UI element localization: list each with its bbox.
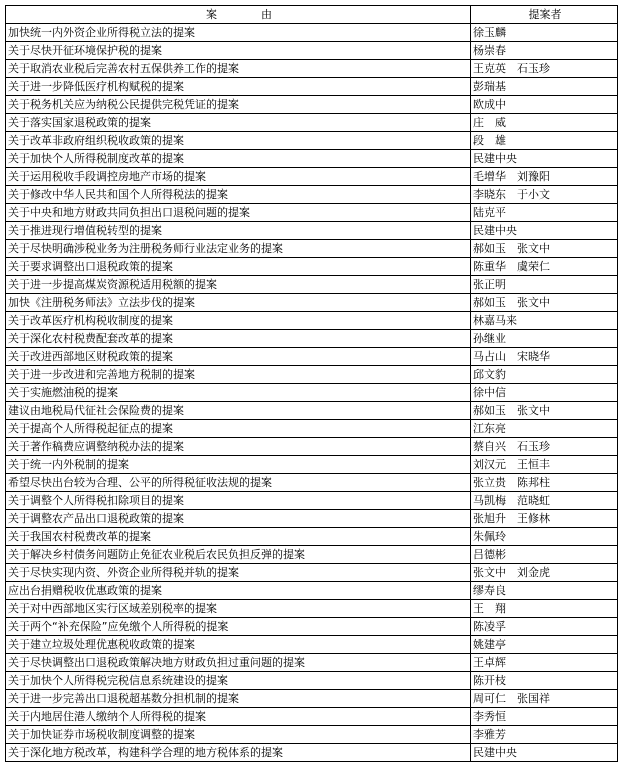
table-row bbox=[6, 456, 618, 474]
table-row bbox=[6, 600, 618, 618]
proposer-cell: 陈凌孚 bbox=[471, 618, 618, 636]
proposer-cell: 缪寿良 bbox=[471, 582, 618, 600]
proposal-title-cell: 关于落实国家退税政策的提案 bbox=[6, 114, 471, 132]
header-row bbox=[6, 6, 618, 24]
proposal-title-cell: 加快《注册税务师法》立法步伐的提案 bbox=[6, 294, 471, 312]
proposer-cell: 王克英 石玉珍 bbox=[471, 60, 618, 78]
proposal-title-cell: 关于我国农村税费改革的提案 bbox=[6, 528, 471, 546]
table-row bbox=[6, 96, 618, 114]
proposer-cell: 孙继业 bbox=[471, 330, 618, 348]
proposal-title-cell: 关于取消农业税后完善农村五保供养工作的提案 bbox=[6, 60, 471, 78]
proposer-cell: 陈重华 虞荣仁 bbox=[471, 258, 618, 276]
proposal-title-cell: 应出台捐赠税收优惠政策的提案 bbox=[6, 582, 471, 600]
proposal-title-cell: 关于尽快调整出口退税政策解决地方财政负担过重问题的提案 bbox=[6, 654, 471, 672]
proposer-cell: 邱文豹 bbox=[471, 366, 618, 384]
proposer-cell: 马占山 宋晓华 bbox=[471, 348, 618, 366]
proposal-title-cell: 关于中央和地方财政共同负担出口退税问题的提案 bbox=[6, 204, 471, 222]
proposer-cell: 段 雄 bbox=[471, 132, 618, 150]
proposer-cell: 王 翔 bbox=[471, 600, 618, 618]
table-row bbox=[6, 42, 618, 60]
proposal-title-cell: 关于进一步完善出口退税超基数分担机制的提案 bbox=[6, 690, 471, 708]
proposal-title-cell: 关于实施燃油税的提案 bbox=[6, 384, 471, 402]
proposer-cell: 庄 威 bbox=[471, 114, 618, 132]
table-row bbox=[6, 672, 618, 690]
proposal-title-cell: 建议由地税局代征社会保险费的提案 bbox=[6, 402, 471, 420]
proposal-title-cell: 关于推进现行增值税转型的提案 bbox=[6, 222, 471, 240]
header-proposer: 提案者 bbox=[471, 6, 618, 24]
proposal-title-cell: 关于著作稿费应调整纳税办法的提案 bbox=[6, 438, 471, 456]
table-row bbox=[6, 420, 618, 438]
table-row bbox=[6, 132, 618, 150]
table-row bbox=[6, 168, 618, 186]
proposal-title-cell: 关于提高个人所得税起征点的提案 bbox=[6, 420, 471, 438]
table-row bbox=[6, 654, 618, 672]
table-row bbox=[6, 546, 618, 564]
table-row bbox=[6, 690, 618, 708]
table-row bbox=[6, 186, 618, 204]
proposal-title-cell: 希望尽快出台较为合理、公平的所得税征收法规的提案 bbox=[6, 474, 471, 492]
proposer-cell: 周可仁 张国祥 bbox=[471, 690, 618, 708]
table-row bbox=[6, 528, 618, 546]
proposal-title-cell: 关于加快个人所得税完税信息系统建设的提案 bbox=[6, 672, 471, 690]
proposal-title-cell: 关于改革非政府组织税收政策的提案 bbox=[6, 132, 471, 150]
proposer-cell: 朱佩玲 bbox=[471, 528, 618, 546]
proposal-title-cell: 关于税务机关应为纳税公民提供完税凭证的提案 bbox=[6, 96, 471, 114]
proposer-cell: 徐玉麟 bbox=[471, 24, 618, 42]
proposal-title-cell: 关于建立垃圾处理优惠税收政策的提案 bbox=[6, 636, 471, 654]
proposer-cell: 杨崇春 bbox=[471, 42, 618, 60]
table-row bbox=[6, 222, 618, 240]
proposer-cell: 姚建亭 bbox=[471, 636, 618, 654]
proposal-title-cell: 关于统一内外税制的提案 bbox=[6, 456, 471, 474]
table-header bbox=[6, 6, 618, 24]
proposer-cell: 刘汉元 王恒丰 bbox=[471, 456, 618, 474]
table-row bbox=[6, 618, 618, 636]
table-row bbox=[6, 384, 618, 402]
proposer-cell: 李晓东 于小文 bbox=[471, 186, 618, 204]
proposer-cell: 张正明 bbox=[471, 276, 618, 294]
table-row bbox=[6, 276, 618, 294]
proposer-cell: 陈开枝 bbox=[471, 672, 618, 690]
proposal-title-cell: 关于加快个人所得税制度改革的提案 bbox=[6, 150, 471, 168]
proposal-title-cell: 关于修改中华人民共和国个人所得税法的提案 bbox=[6, 186, 471, 204]
table-body bbox=[6, 24, 618, 762]
proposer-cell: 李雅芳 bbox=[471, 726, 618, 744]
proposal-title-cell: 关于加快证券市场税收制度调整的提案 bbox=[6, 726, 471, 744]
proposal-title-cell: 关于进一步改进和完善地方税制的提案 bbox=[6, 366, 471, 384]
table-row bbox=[6, 78, 618, 96]
proposal-title-cell: 关于尽快明确涉税业务为注册税务师行业法定业务的提案 bbox=[6, 240, 471, 258]
table-row bbox=[6, 492, 618, 510]
proposal-title-cell: 关于尽快实现内资、外资企业所得税并轨的提案 bbox=[6, 564, 471, 582]
proposal-table bbox=[5, 5, 618, 762]
table-row bbox=[6, 348, 618, 366]
proposal-title-cell: 关于进一步降低医疗机构赋税的提案 bbox=[6, 78, 471, 96]
table-row bbox=[6, 294, 618, 312]
table-row bbox=[6, 582, 618, 600]
proposer-cell: 马凯梅 范晓虹 bbox=[471, 492, 618, 510]
table-row bbox=[6, 330, 618, 348]
table-row bbox=[6, 708, 618, 726]
proposer-cell: 张旭升 王修林 bbox=[471, 510, 618, 528]
table-row bbox=[6, 258, 618, 276]
proposer-cell: 李秀恒 bbox=[471, 708, 618, 726]
table-row bbox=[6, 564, 618, 582]
proposer-cell: 江东亮 bbox=[471, 420, 618, 438]
proposer-cell: 张立贵 陈邦柱 bbox=[471, 474, 618, 492]
proposer-cell: 欧成中 bbox=[471, 96, 618, 114]
table-row bbox=[6, 204, 618, 222]
table-row bbox=[6, 60, 618, 78]
proposer-cell: 徐中信 bbox=[471, 384, 618, 402]
table-row bbox=[6, 240, 618, 258]
proposer-cell: 郝如玉 张文中 bbox=[471, 294, 618, 312]
proposal-title-cell: 关于内地居住港人缴纳个人所得税的提案 bbox=[6, 708, 471, 726]
proposal-title-cell: 关于深化农村税费配套改革的提案 bbox=[6, 330, 471, 348]
proposer-cell: 陆克平 bbox=[471, 204, 618, 222]
proposer-cell: 民建中央 bbox=[471, 744, 618, 762]
proposal-title-cell: 关于改革医疗机构税收制度的提案 bbox=[6, 312, 471, 330]
proposer-cell: 王卓辉 bbox=[471, 654, 618, 672]
proposal-title-cell: 关于调整农产品出口退税政策的提案 bbox=[6, 510, 471, 528]
table-row bbox=[6, 636, 618, 654]
table-row bbox=[6, 438, 618, 456]
proposer-cell: 吕德彬 bbox=[471, 546, 618, 564]
proposal-title-cell: 关于解决乡村债务问题防止免征农业税后农民负担反弹的提案 bbox=[6, 546, 471, 564]
table-row bbox=[6, 726, 618, 744]
header-proposal-title: 案 由 bbox=[6, 6, 471, 24]
table-row bbox=[6, 474, 618, 492]
table-row bbox=[6, 366, 618, 384]
table-row bbox=[6, 402, 618, 420]
proposal-title-cell: 关于改进西部地区财税政策的提案 bbox=[6, 348, 471, 366]
table-row bbox=[6, 114, 618, 132]
table-row bbox=[6, 24, 618, 42]
table-row bbox=[6, 312, 618, 330]
proposer-cell: 彭瑞基 bbox=[471, 78, 618, 96]
proposer-cell: 毛增华 刘豫阳 bbox=[471, 168, 618, 186]
proposal-title-cell: 关于尽快开征环境保护税的提案 bbox=[6, 42, 471, 60]
proposer-cell: 民建中央 bbox=[471, 150, 618, 168]
proposal-title-cell: 关于深化地方税改革，构建科学合理的地方税体系的提案 bbox=[6, 744, 471, 762]
proposal-title-cell: 关于调整个人所得税扣除项目的提案 bbox=[6, 492, 471, 510]
proposal-title-cell: 关于两个“补充保险”应免缴个人所得税的提案 bbox=[6, 618, 471, 636]
proposer-cell: 民建中央 bbox=[471, 222, 618, 240]
table-row bbox=[6, 744, 618, 762]
table-row bbox=[6, 150, 618, 168]
proposer-cell: 张文中 刘金虎 bbox=[471, 564, 618, 582]
proposal-title-cell: 关于进一步提高煤炭资源税适用税额的提案 bbox=[6, 276, 471, 294]
proposal-title-cell: 加快统一内外资企业所得税立法的提案 bbox=[6, 24, 471, 42]
proposal-title-cell: 关于对中西部地区实行区域差别税率的提案 bbox=[6, 600, 471, 618]
proposer-cell: 郝如玉 张文中 bbox=[471, 240, 618, 258]
proposal-title-cell: 关于运用税收手段调控房地产市场的提案 bbox=[6, 168, 471, 186]
table-row bbox=[6, 510, 618, 528]
proposal-title-cell: 关于要求调整出口退税政策的提案 bbox=[6, 258, 471, 276]
proposer-cell: 林嘉马来 bbox=[471, 312, 618, 330]
proposer-cell: 郝如玉 张文中 bbox=[471, 402, 618, 420]
proposer-cell: 蔡自兴 石玉珍 bbox=[471, 438, 618, 456]
